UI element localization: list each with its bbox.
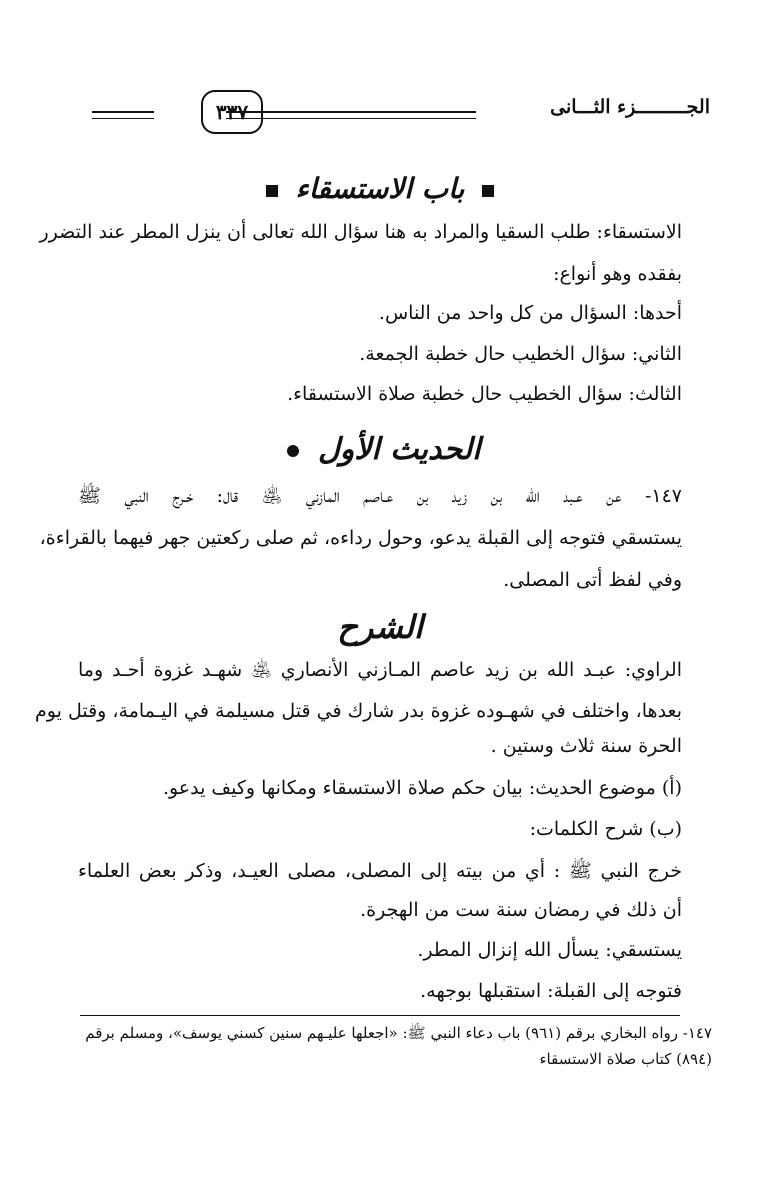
hadith-line-3: وفي لفظ أتى المصلى. [503,569,682,591]
chapter-heading [0,172,760,205]
narrator-line-3: الحرة سنة ثلاث وستين . [490,735,682,757]
topic-line: (أ) موضوع الحديث: بيان حكم صلاة الاستسقاء ومكانها وكيف يدعو. [162,777,682,799]
footnote-line-2: (٨٩٤) كتاب صلاة الاستسقاء [539,1050,712,1068]
chapter-title: باب الاستسقاء [295,172,465,205]
square-ornament-icon [266,185,278,197]
word1-line-1: خرج النبي ﷺ : أي من بيته إلى المصلى، مصلى العيـد، وذكر بعض العلماء [78,860,682,882]
header-rule-middle-top [226,111,476,113]
type-item-1: أحدها: السؤال من كل واحد من الناس. [378,302,682,324]
narrator-line-1: الراوي: عبـد الله بن زيد عاصم المـازني الأنصاري ﵁ شهـد غزوة أحـد وما [78,659,682,681]
hadith-heading-text: الحديث الأول [317,432,481,467]
running-title: الجـــــــــزء الثـــانى [550,96,710,118]
word2-line: يستسقي: يسأل الله إنزال المطر. [417,939,682,961]
sharh-heading: الشرح [337,608,423,646]
type-item-3: الثالث: سؤال الخطيب حال خطبة صلاة الاستسقاء. [287,383,682,405]
type-item-2: الثاني: سؤال الخطيب حال خطبة الجمعة. [359,343,682,365]
header-rule-left-top [92,111,154,113]
header-rule-middle-bottom [226,118,476,119]
word3-line: فتوجه إلى القبلة: استقبلها بوجهه. [420,980,682,1002]
square-ornament-icon [482,185,494,197]
word1-line-2: أن ذلك في رمضان سنة ست من الهجرة. [360,899,682,921]
dot-ornament-icon [287,445,299,457]
intro-line-1: الاستسقاء: طلب السقيا والمراد به هنا سؤال الله تعالى أن ينزل المطر عند التضرر [39,221,682,243]
narrator-line-2: بعدها، واختلف في شهـوده غزوة بدر شارك في قتل مسيلمة في اليـمامة، وقتل يوم [35,700,682,722]
page-number: ٣٣٧ [201,90,263,134]
hadith-line-1: ١٤٧- عن عـبد الله بن زيد بن عـاصم المازني ﵁ قال: خـرج النبي ﷺ [78,485,682,507]
intro-line-2: بفقده وهو أنواع: [553,263,682,285]
footnote-line-1: ١٤٧- رواه البخاري برقم (٩٦١) باب دعاء النبي ﷺ: «اجعلها عليـهم سنين كسني يوسف»، ومسلم برقم [85,1024,712,1042]
words-heading: (ب) شرح الكلمات: [529,818,682,840]
hadith-line-2: يستسقي فتوجه إلى القبلة يدعو، وحول رداءه، ثم صلى ركعتين جهر فيهما بالقراءة، [39,527,682,549]
hadith-heading [0,432,760,467]
footnote-rule [80,1015,680,1016]
header-rule-left-bottom [92,118,154,119]
